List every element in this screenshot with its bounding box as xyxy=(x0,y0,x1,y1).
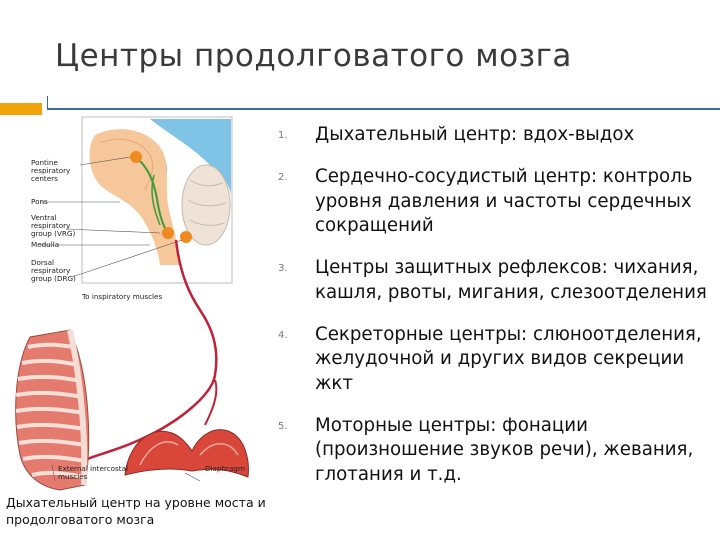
list-item xyxy=(278,323,718,397)
label-pons: Pons xyxy=(31,197,48,206)
vrg-nucleus xyxy=(162,227,174,239)
title-divider xyxy=(48,108,720,110)
item-number: 4. xyxy=(278,329,288,341)
respiratory-center-diagram xyxy=(0,115,270,535)
label-intercostal: External intercostal muscles xyxy=(58,464,129,481)
label-vrg: Ventral respiratory group (VRG) xyxy=(31,213,76,238)
label-inspiratory: To inspiratory muscles xyxy=(82,292,163,301)
centers-list xyxy=(278,123,718,505)
drg-nucleus xyxy=(180,231,192,243)
diagram-caption: Дыхательный центр на уровне моста и продолговатого мозга xyxy=(6,495,266,527)
pontine-nucleus xyxy=(130,151,142,163)
item-text: Секреторные центры: слюноотделения, желудочной и других видов секреции жкт xyxy=(315,323,702,394)
label-diaphragm: Diaphragm xyxy=(205,464,245,473)
list-item xyxy=(278,414,718,488)
item-number: 5. xyxy=(278,420,288,432)
accent-bar xyxy=(0,103,42,115)
label-drg: Dorsal respiratory group (DRG) xyxy=(31,258,76,283)
item-text: Сердечно-сосудистый центр: контроль уровня давления и частоты сердечных сокращений xyxy=(315,166,693,236)
item-number: 3. xyxy=(278,263,288,274)
item-number: 1. xyxy=(278,130,288,141)
list-item xyxy=(278,256,718,305)
item-text: Моторные центры: фонации (произношение звуков речи), жевания, глотания и т.д. xyxy=(315,414,694,485)
item-number: 2. xyxy=(278,172,288,183)
item-text: Центры защитных рефлексов: чихания, кашля, рвоты, мигания, слезоотделения xyxy=(315,257,707,303)
page-title: Центры продолговатого мозга xyxy=(55,38,572,74)
list-item xyxy=(278,165,718,239)
list-item xyxy=(278,123,718,148)
item-text: Дыхательный центр: вдох-выдох xyxy=(315,124,635,145)
label-medulla: Medulla xyxy=(31,240,60,249)
label-pontine: Pontine respiratory centers xyxy=(31,158,71,183)
